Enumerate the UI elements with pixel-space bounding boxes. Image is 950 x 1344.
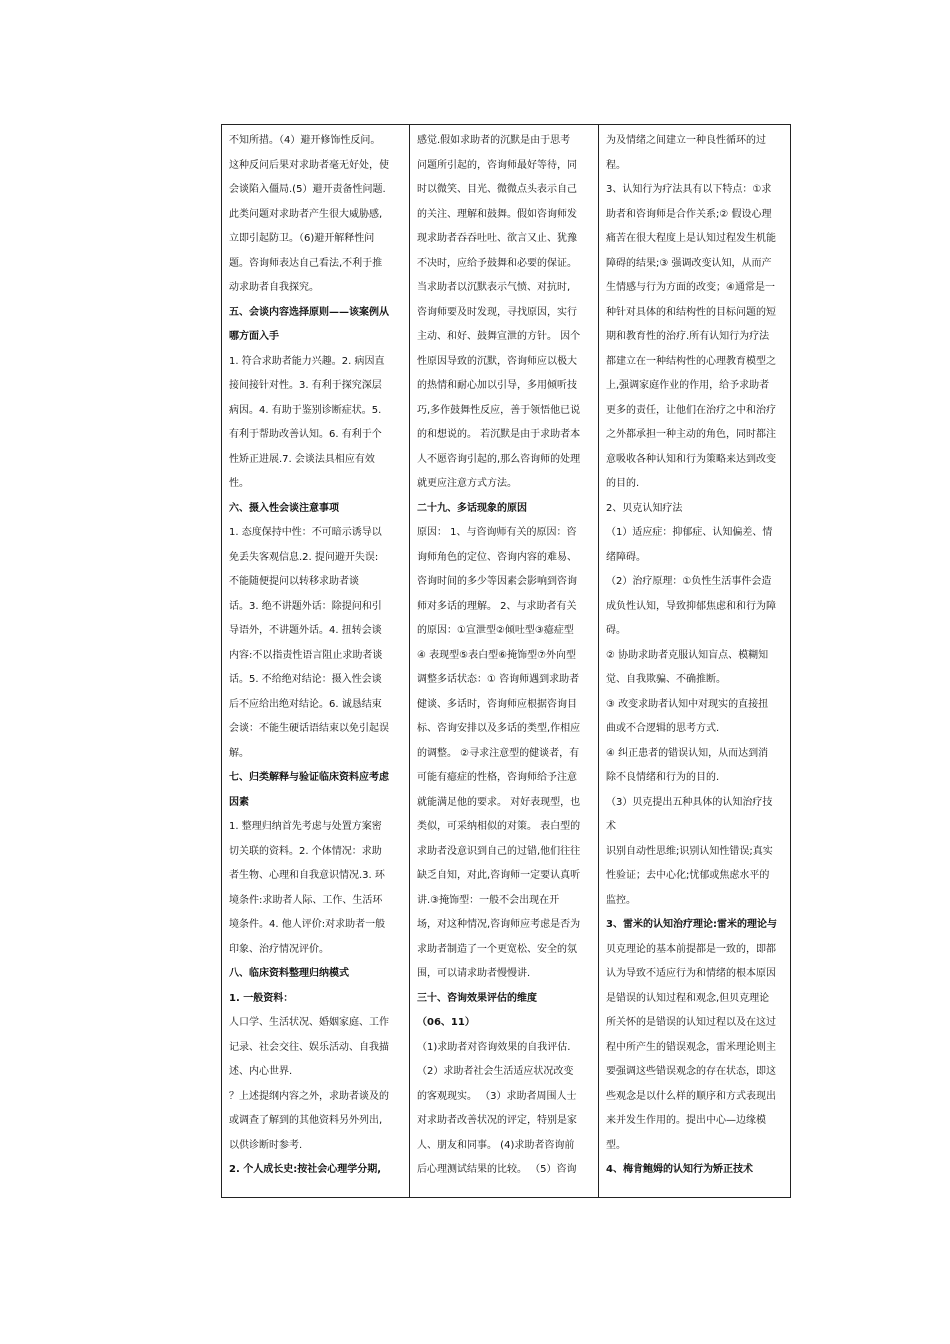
text-line: 后不应给出绝对结论。6. 诚恳结束	[229, 698, 382, 710]
text-line: 师对多话的理解。 2、与求助者有关	[417, 600, 577, 612]
section-heading: 2. 个人成长史:按社会心理学分期,	[229, 1164, 382, 1175]
text-line: 程。	[606, 159, 626, 171]
text-line: 识别自动性思维;识别认知性错误;真实	[606, 845, 773, 857]
text-line: 之外都承担一种主动的角色，同时都注	[606, 429, 776, 440]
text-line: 的目的.	[606, 478, 640, 489]
text-line: 要强调这些错误观念的存在状态，即这	[606, 1066, 776, 1077]
text-line: 话。5. 不给绝对结论：摄入性会谈	[229, 674, 382, 685]
text-line: 对求助者改善状况的评定，特别是家	[417, 1115, 577, 1126]
column-left	[222, 125, 409, 1197]
column-middle	[409, 125, 598, 1197]
text-line: 调整多话状态：① 咨询师遇到求助者	[417, 674, 580, 685]
section-heading: 1. 一般资料：	[229, 992, 294, 1004]
text-line: 会谈：不能生硬话语结束以免引起误	[229, 723, 389, 734]
text-line: 痛苦在很大程度上是认知过程发生机能	[606, 233, 776, 244]
text-line: 围，可以请求助者慢慢讲.	[417, 968, 531, 979]
section-heading: （06、11）	[417, 1017, 475, 1028]
column-right	[598, 125, 790, 1197]
text-line: 1. 符合求助者能力兴趣。2. 病因直	[229, 355, 385, 367]
text-line: 期和教育性的治疗.所有认知行为疗法	[606, 331, 770, 342]
text-line: ④ 纠正患者的错误认知，从而达到消	[606, 747, 769, 759]
section-heading: 3、雷米的认知治疗理论:雷米的理论与	[606, 919, 777, 930]
text-line: 来并发生作用的。提出中心—边缘模	[606, 1115, 766, 1126]
text-line: 述、内心世界.	[229, 1066, 293, 1077]
text-line: 问题所引起的，咨询师最好等待，同	[417, 159, 577, 171]
text-line: 咨询师要及时发现，寻找原因，实行	[417, 306, 577, 318]
text-line: 性验证；去中心化;忧郁或焦虑水平的	[606, 870, 770, 881]
text-line: 求助者没意识到自己的过错,他们往往	[417, 845, 581, 857]
text-line: 或调查了解到的其他资料另外列出,	[229, 1115, 383, 1126]
text-line: 上,强调家庭作业的作用，给予求助者	[606, 380, 770, 391]
section-heading: 三十、咨询效果评估的维度	[417, 992, 537, 1004]
text-line: 免丢失客观信息.2. 提问避开失误:	[229, 551, 379, 563]
text-line: 求助者制造了一个更宽松、安全的氛	[417, 943, 577, 955]
section-heading: 六、摄入性会谈注意事项	[229, 502, 339, 514]
text-line: 3、认知行为疗法具有以下特点：①求	[606, 184, 772, 195]
text-line: ② 协助求助者克服认知盲点、模糊知	[606, 649, 769, 661]
text-line: 巧,多作鼓舞性反应，善于领悟他已说	[417, 404, 581, 416]
text-line: 的和想说的。 若沉默是由于求助者本	[417, 429, 581, 440]
text-line: 绪障碍。	[606, 551, 646, 563]
text-line: ？上述提纲内容之外，求助者谈及的	[229, 1090, 389, 1102]
section-heading: 五、会谈内容选择原则——该案例从	[229, 306, 389, 318]
text-line: 话。3. 绝不讲题外话：除提问和引	[229, 600, 382, 612]
text-line: ④ 表现型⑤表白型⑥掩饰型⑦外向型	[417, 649, 577, 661]
text-line: 性原因导致的沉默，咨询师应以极大	[417, 355, 577, 367]
text-line: 这种反问后果对求助者毫无好处，使	[229, 159, 389, 171]
section-heading: 哪方面入手	[229, 331, 279, 342]
text-line: 题。咨询师表达自己看法,不利于推	[229, 257, 383, 269]
text-line: 类似，可采纳相似的对策。 表白型的	[417, 821, 581, 832]
text-line: 不知所措。（4）避开修饰性反问。	[229, 135, 381, 146]
text-line: 性矫正进展.7. 会谈法具相应有效	[229, 453, 375, 465]
text-line: 术	[606, 821, 616, 832]
text-line: 会谈陷入僵局.(5）避开责备性问题.	[229, 184, 386, 195]
text-line: 监控。	[606, 894, 636, 906]
document-table	[221, 124, 791, 1198]
text-line: 缺乏自知，对此,咨询师一定要认真听	[417, 870, 581, 881]
text-line: 可能有癔症的性格，咨询师给予注意	[417, 772, 577, 783]
text-line: 的原因：①宣泄型②倾吐型③癔症型	[417, 625, 574, 636]
text-line: 意吸收各种认知和行为策略来达到改变	[606, 453, 776, 465]
text-line: 种针对具体的和结构性的目标问题的短	[606, 306, 776, 318]
text-line: 程中所产生的错误观念，雷米理论则主	[606, 1041, 776, 1053]
text-line: 的关注、理解和鼓舞。假如咨询师发	[417, 208, 577, 220]
text-line: 场，对这种情况,咨询师应考虑是否为	[417, 919, 581, 930]
text-line: 记录、社会交往、娱乐活动、自我描	[229, 1041, 389, 1053]
text-line: 境条件:求助者人际、工作、生活环	[229, 894, 383, 906]
text-line: 讲.③掩饰型：一般不会出现在开	[417, 894, 560, 906]
text-line: 除不良情绪和行为的目的.	[606, 772, 720, 783]
text-line: 时以微笑、目光、微微点头表示自己	[417, 184, 577, 195]
text-line: 立即引起防卫。（6)避开解释性问	[229, 233, 375, 244]
text-line: 更多的责任，让他们在治疗之中和治疗	[606, 404, 776, 416]
text-line: 现求助者吞吞吐吐、欲言又止、犹豫	[417, 233, 577, 244]
text-line: 的热情和耐心加以引导，多用倾听技	[417, 380, 577, 391]
text-line: （3）贝克提出五种具体的认知治疗技	[606, 796, 773, 808]
text-line: 接间接针对性。3. 有利于探究深层	[229, 380, 382, 391]
text-line: 的调整。 ②寻求注意型的健谈者，有	[417, 747, 580, 759]
text-line: 的客观现实。 （3）求助者周围人士	[417, 1090, 577, 1102]
text-line: 人不愿咨询引起的,那么咨询师的处理	[417, 453, 581, 465]
text-line: 性。	[229, 478, 249, 489]
text-line: 主动、和好、鼓舞宣泄的方针。 因个	[417, 331, 581, 342]
text-line: 人、朋友和同事。 (4)求助者咨询前	[417, 1139, 575, 1151]
text-line: （1)求助者对咨询效果的自我评估.	[417, 1041, 571, 1053]
text-line: 健谈、多话时，咨询师应根据咨询目	[417, 698, 577, 710]
text-line: 原因： 1、与咨询师有关的原因：咨	[417, 527, 577, 538]
text-line: （2）求助者社会生活适应状况改变	[417, 1066, 574, 1077]
section-heading: 因素	[229, 796, 249, 808]
text-line: 印象、治疗情况评价。	[229, 943, 329, 955]
text-line: 者生物、心理和自我意识情况.3. 环	[229, 870, 385, 881]
text-line: 些观念是以什么样的顺序和方式表现出	[606, 1090, 776, 1102]
text-line: 型。	[606, 1139, 626, 1151]
text-line: 人口学、生活状况、婚姻家庭、工作	[229, 1017, 389, 1028]
text-line: 所关怀的是错误的认知过程以及在这过	[606, 1017, 776, 1028]
text-line: 碍。	[606, 625, 626, 636]
text-line: 感觉.假如求助者的沉默是由于思考	[417, 135, 571, 146]
section-heading: 4、梅肯鲍姆的认知行为矫正技术	[606, 1164, 753, 1175]
text-line: 不能随便提问以转移求助者谈	[229, 576, 359, 587]
text-line: 以供诊断时参考.	[229, 1139, 303, 1151]
section-heading: 七、归类解释与验证临床资料应考虑	[229, 772, 389, 783]
text-line: 曲或不合逻辑的思考方式.	[606, 723, 720, 734]
text-line: （2）治疗原理：①负性生活事件会造	[606, 576, 772, 587]
text-line: 询师角色的定位、咨询内容的难易、	[417, 551, 577, 563]
text-line: 切关联的资料。2. 个体情况：求助	[229, 845, 382, 857]
text-line: 就能满足他的要求。 对好表现型，也	[417, 796, 581, 808]
section-heading: 二十九、多话现象的原因	[417, 502, 527, 514]
text-line: 标、咨询安排以及多话的类型,作相应	[417, 723, 581, 734]
text-line: 生情感与行为方面的改变；④通常是一	[606, 282, 775, 293]
text-line: ③ 改变求助者认知中对现实的直接扭	[606, 698, 769, 710]
text-line: 后心理测试结果的比较。 （5）咨询	[417, 1164, 577, 1175]
section-heading: 八、临床资料整理归纳模式	[229, 968, 349, 979]
text-line: 1. 整理归纳首先考虑与处置方案密	[229, 821, 382, 832]
text-line: 都建立在一种结构性的心理教育模型之	[606, 355, 776, 367]
text-line: 认为导致不适应行为和情绪的根本原因	[606, 968, 776, 979]
text-line: 障碍的结果;③ 强调改变认知，从而产	[606, 257, 772, 269]
text-line: 动求助者自我探究。	[229, 282, 319, 293]
text-line: 助者和咨询师是合作关系;② 假设心理	[606, 208, 772, 220]
text-line: 成负性认知，导致抑郁焦虑和和行为障	[606, 600, 776, 612]
text-line: 就更应注意方式方法。	[417, 478, 517, 489]
text-line: 境条件。4. 他人评价:对求助者一般	[229, 919, 386, 930]
text-line: （1）适应症：抑郁症、认知偏差、情	[606, 527, 773, 538]
text-line: 不决时，应给予鼓舞和必要的保证。	[417, 257, 577, 269]
text-line: 1. 态度保持中性：不可暗示诱导以	[229, 527, 382, 538]
text-line: 内容:不以指责性语言阻止求助者谈	[229, 649, 383, 661]
text-line: 是错误的认知过程和观念,但贝克理论	[606, 992, 770, 1004]
text-line: 有利于帮助改善认知。6. 有利于个	[229, 429, 382, 440]
text-line: 导语外，不讲题外话。4. 扭转会谈	[229, 625, 382, 636]
text-line: 为及情绪之间建立一种良性循环的过	[606, 135, 766, 146]
text-line: 咨询时间的多少等因素会影响到咨询	[417, 576, 577, 587]
text-line: 觉、自我欺骗、不确推断。	[606, 674, 726, 685]
text-line: 解。	[229, 747, 249, 759]
text-line: 病因。4. 有助于鉴别诊断症状。5.	[229, 404, 382, 416]
text-line: 2、贝克认知疗法	[606, 502, 683, 514]
text-line: 贝克理论的基本前提都是一致的，即都	[606, 943, 776, 955]
text-line: 此类问题对求助者产生很大威胁感,	[229, 208, 383, 220]
text-line: 当求助者以沉默表示气愤、对抗时,	[417, 282, 571, 293]
